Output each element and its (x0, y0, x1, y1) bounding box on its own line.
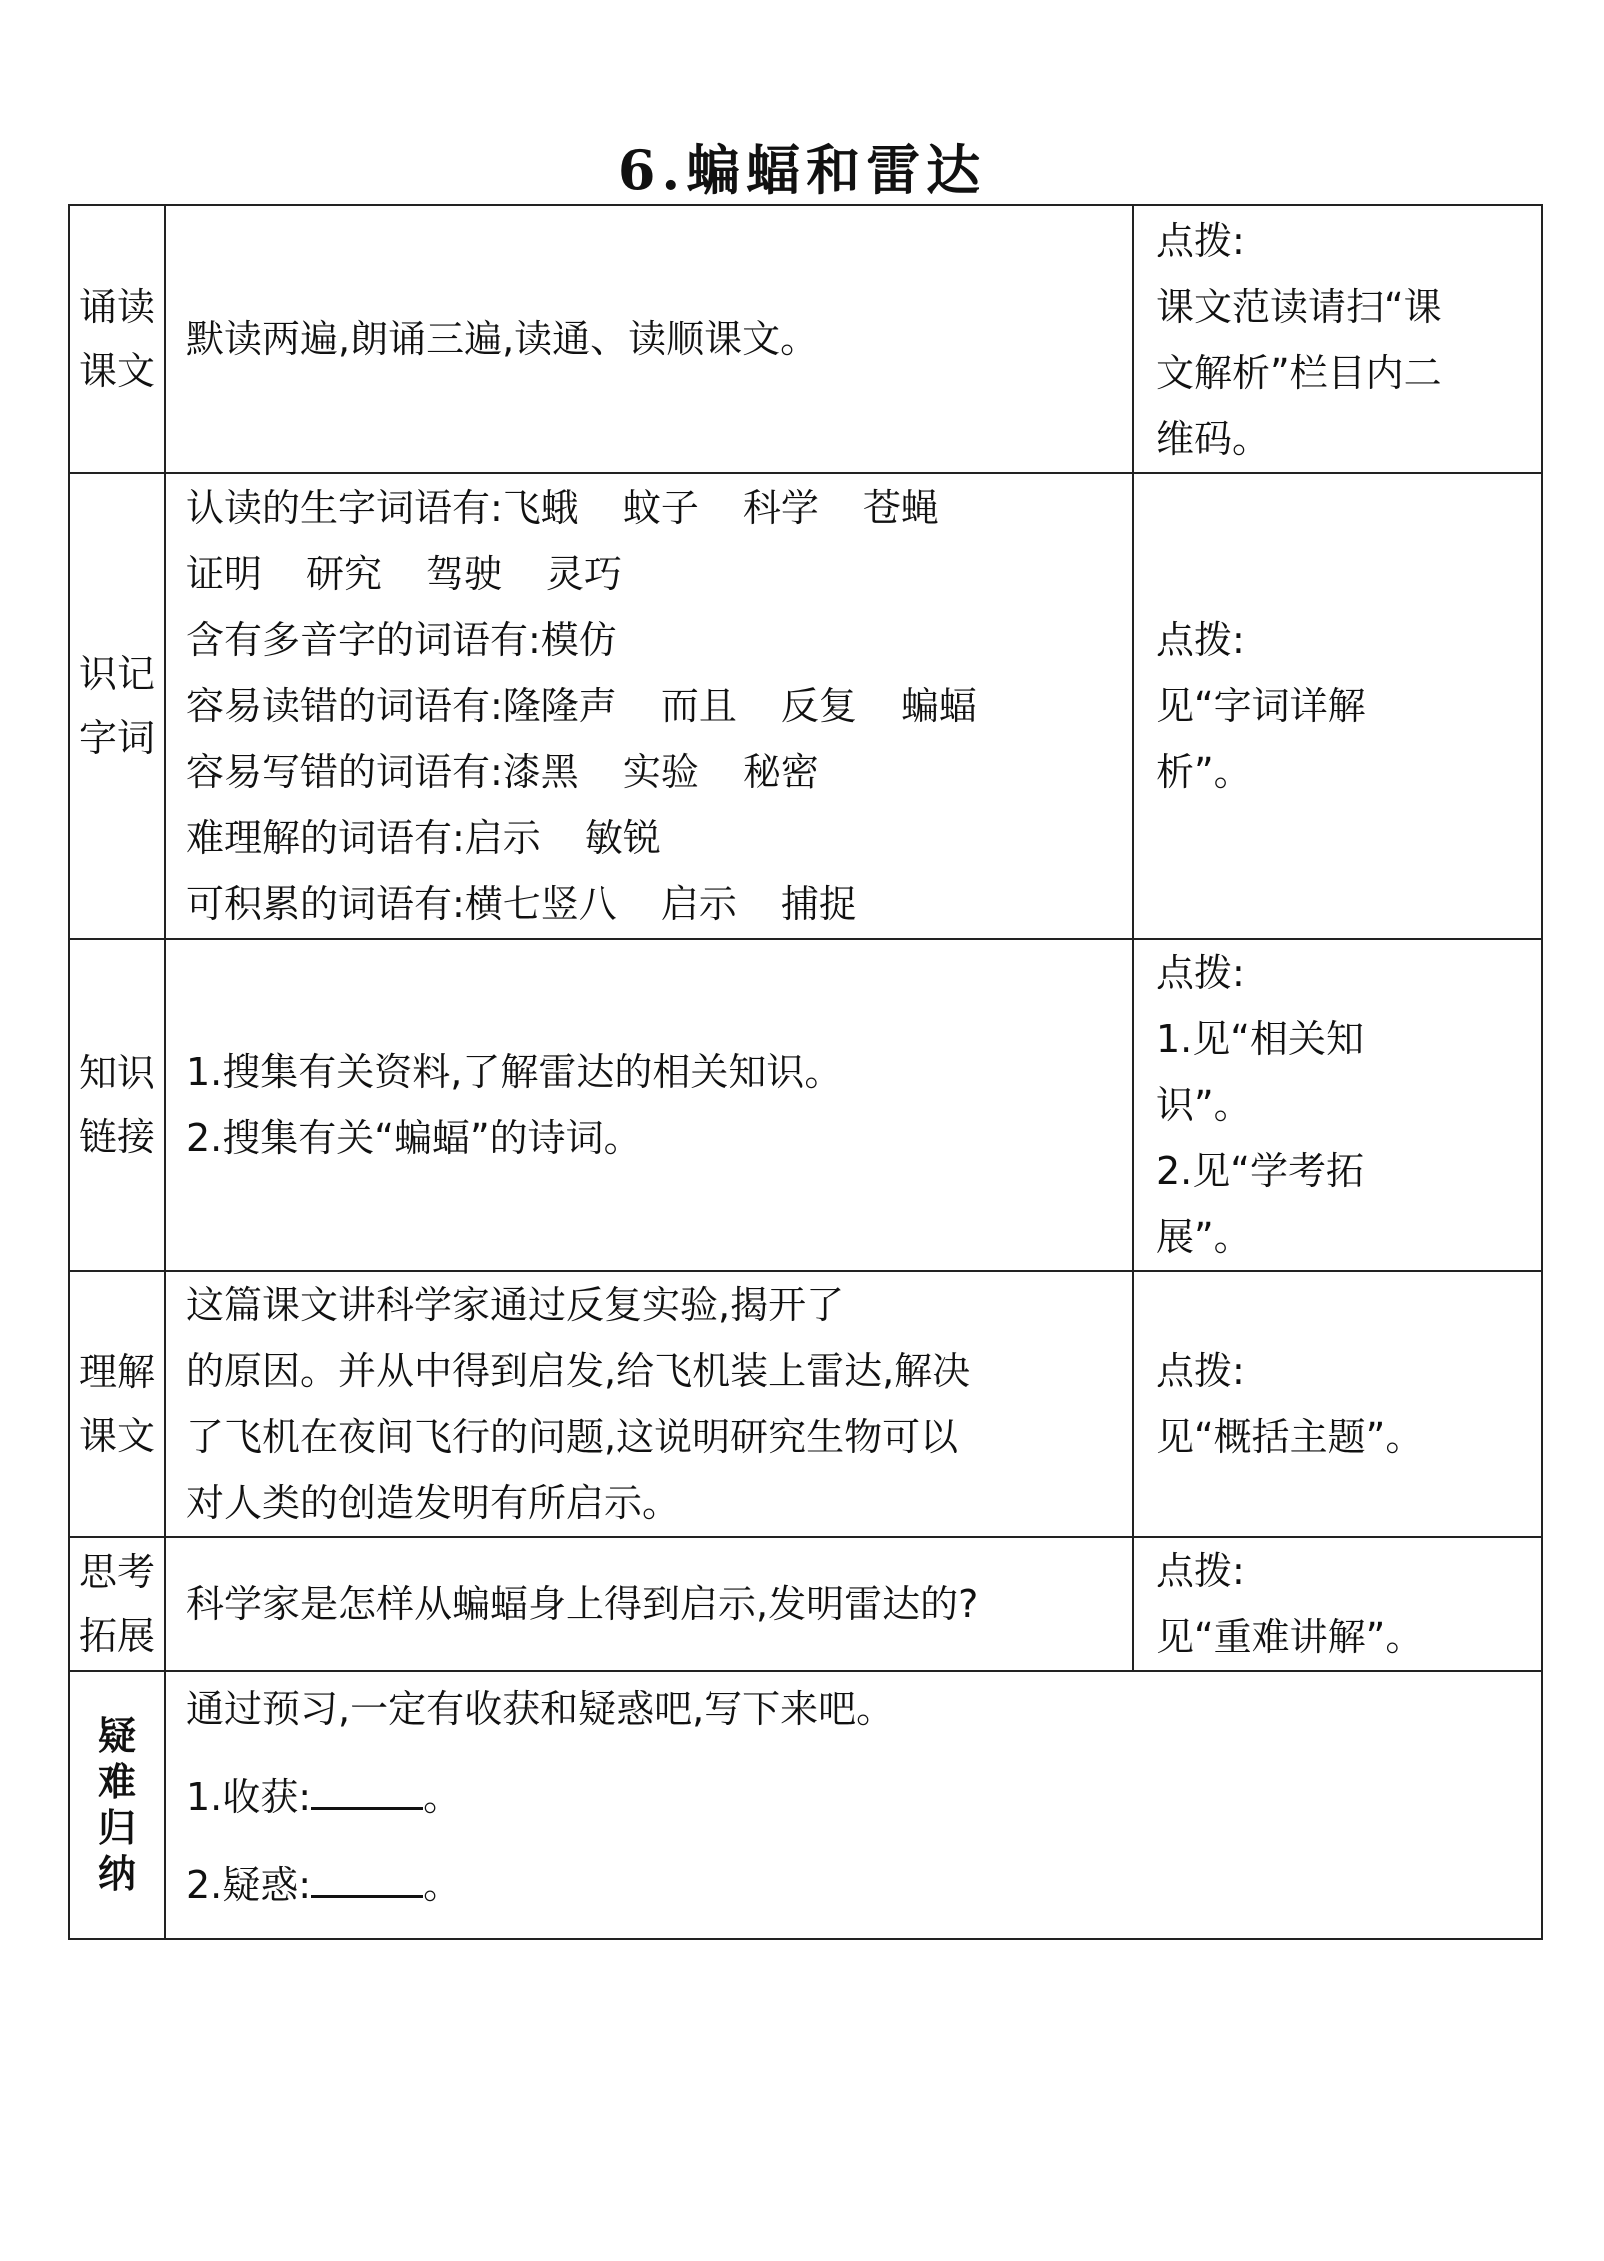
table-row-comprehension (69, 1271, 1542, 1537)
doubt-blank[interactable] (311, 1855, 423, 1898)
row-label-extension: 思考 拓展 (69, 1537, 165, 1671)
doubt-line: 2.疑惑: 。 (186, 1852, 1527, 1918)
vocab-line: 认读的生字词语有:飞蛾 蚊子 科学 苍蝇 (186, 486, 939, 530)
row-tip-extension: 点拨: 见“重难讲解”。 (1133, 1537, 1542, 1671)
row-label-knowledge: 知识 链接 (69, 939, 165, 1271)
row-tip-knowledge: 点拨: 1.见“相关知 识”。 2.见“学考拓 展”。 (1133, 939, 1542, 1271)
gain-blank[interactable] (311, 1767, 423, 1810)
row-content-vocabulary (165, 473, 1133, 939)
vocab-line: 可积累的词语有:横七竖八 启示 捕捉 (186, 882, 857, 926)
row-label-recite: 诵读 课文 (69, 205, 165, 473)
table-row-knowledge (69, 939, 1542, 1271)
row-tip-comprehension: 点拨: 见“概括主题”。 (1133, 1271, 1542, 1537)
row-label-vocabulary: 识记 字词 (69, 473, 165, 939)
vocab-line: 含有多音字的词语有:模仿 (186, 618, 617, 662)
preview-table (68, 204, 1543, 1940)
row-content-extension: 科学家是怎样从蝙蝠身上得到启示,发明雷达的? (165, 1537, 1133, 1671)
table-row-summary (69, 1671, 1542, 1939)
table-row-extension (69, 1537, 1542, 1671)
vocab-line: 难理解的词语有:启示 敏锐 (186, 816, 661, 860)
row-content-summary (165, 1671, 1542, 1939)
row-label-comprehension: 理解 课文 (69, 1271, 165, 1537)
row-content-knowledge: 1.搜集有关资料,了解雷达的相关知识。 2.搜集有关“蝙蝠”的诗词。 (165, 939, 1133, 1271)
summary-intro: 通过预习,一定有收获和疑惑吧,写下来吧。 (186, 1687, 895, 1731)
row-tip-recite: 点拨: 课文范读请扫“课 文解析”栏目内二 维码。 (1133, 205, 1542, 473)
vocab-line: 容易写错的词语有:漆黑 实验 秘密 (186, 750, 819, 794)
row-tip-vocabulary: 点拨: 见“字词详解 析”。 (1133, 473, 1542, 939)
table-row-vocabulary (69, 473, 1542, 939)
vocab-line: 容易读错的词语有:隆隆声 而且 反复 蝙蝠 (186, 684, 977, 728)
row-content-comprehension: 这篇课文讲科学家通过反复实验,揭开了 的原因。并从中得到启发,给飞机装上雷达,解决 了飞机在夜间飞行的问题,这说明研究生物可以 对人类的创造发明有所启示。 (165, 1271, 1133, 1537)
vocab-line: 证明 研究 驾驶 灵巧 (186, 552, 623, 596)
row-content-recite: 默读两遍,朗诵三遍,读通、读顺课文。 (165, 205, 1133, 473)
table-row-recite (69, 205, 1542, 473)
gain-line: 1.收获: 。 (186, 1764, 1527, 1830)
page-title: 6.蝙蝠和雷达 (617, 138, 987, 202)
row-label-summary: 疑 难 归 纳 (69, 1671, 165, 1939)
